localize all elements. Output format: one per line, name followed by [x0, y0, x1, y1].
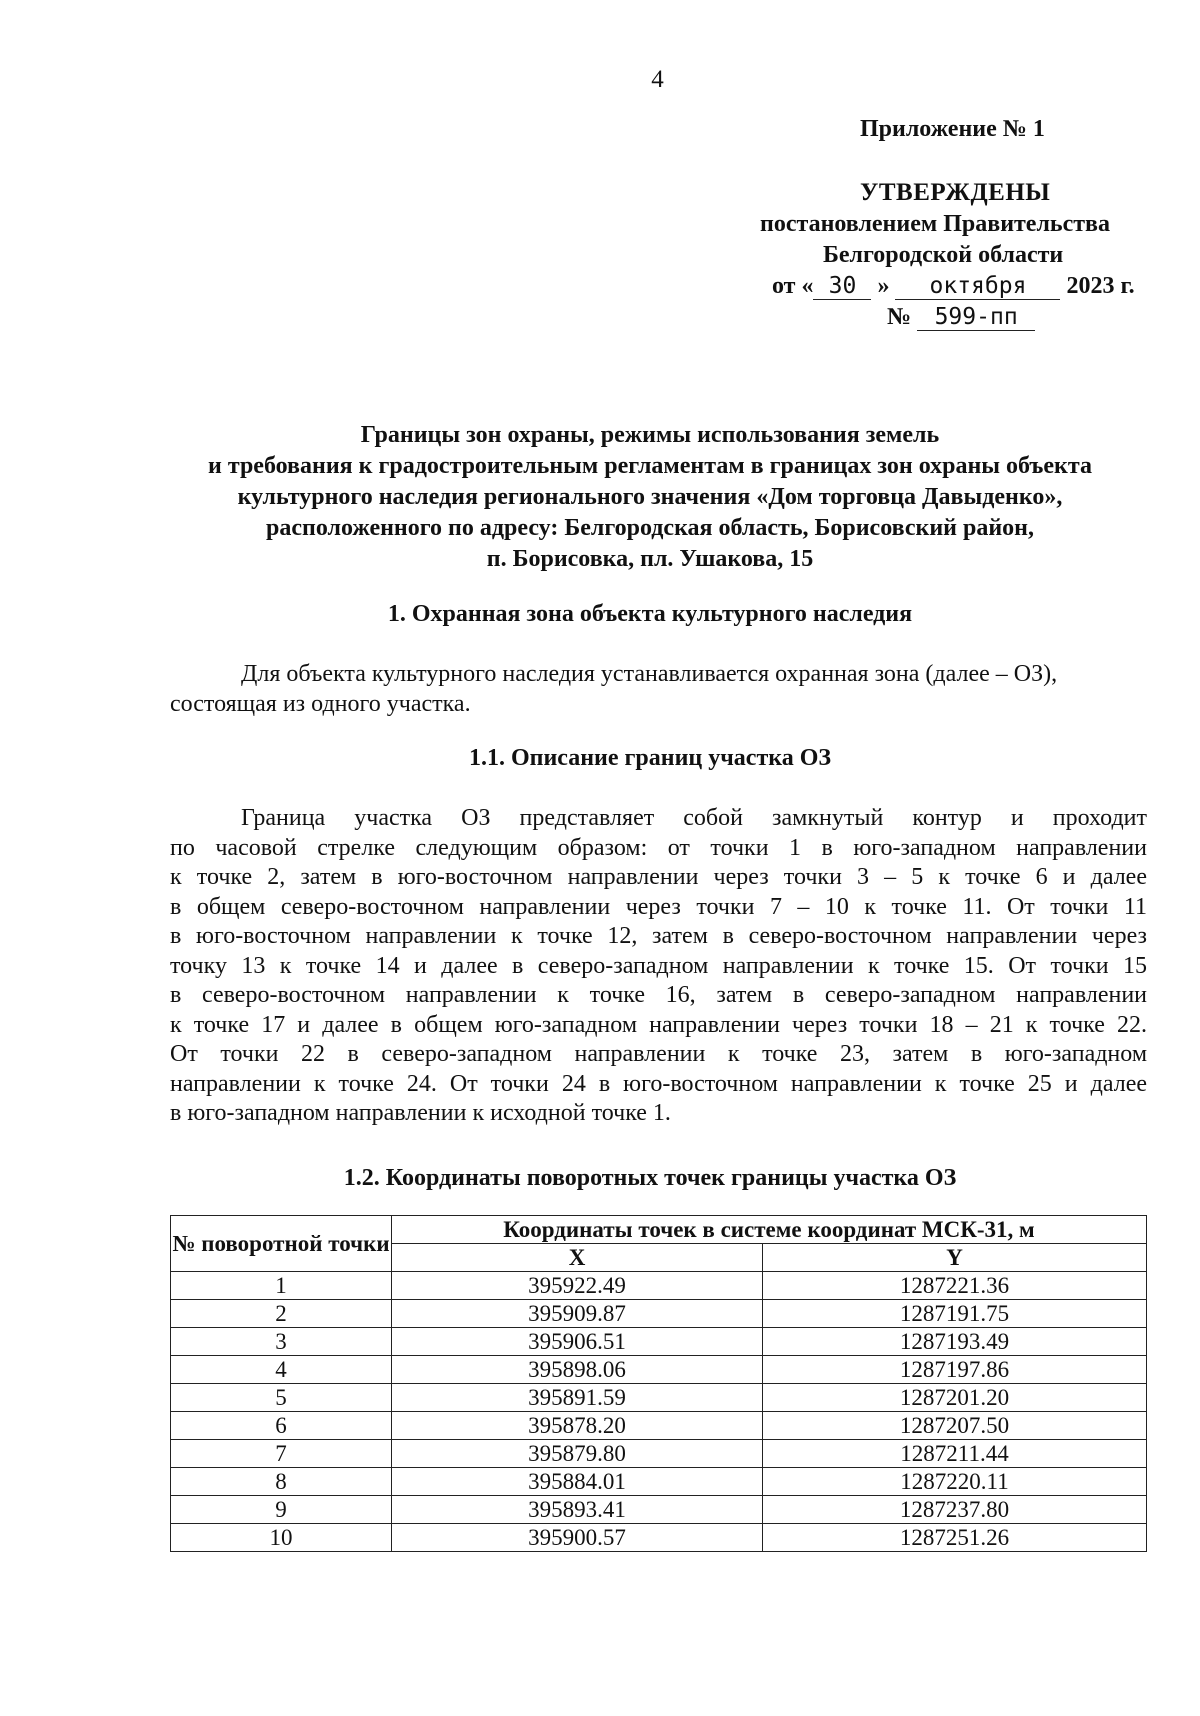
number-value: 599-пп — [917, 304, 1035, 331]
title-line: расположенного по адресу: Белгородская область, Борисовский район, — [265, 515, 1035, 541]
section-1-2-heading: 1.2. Координаты поворотных точек границы участка ОЗ — [343, 1165, 957, 1191]
y-coordinate: 1287193.49 — [763, 1328, 1147, 1356]
y-coordinate: 1287207.50 — [763, 1412, 1147, 1440]
date-mid: » — [877, 273, 890, 299]
title-line: культурного наследия регионального значения «Дом торговца Давыденко», — [237, 484, 1063, 510]
paragraph-line: в общем северо-восточном направлении через точки 7 – 10 к точке 11. От точки 11 — [170, 893, 1147, 920]
x-coordinate: 395884.01 — [392, 1468, 763, 1496]
date-year: 2023 г. — [1066, 273, 1135, 299]
paragraph-line: направлении к точке 24. От точки 24 в юго-восточном направлении к точке 25 и далее — [170, 1070, 1147, 1097]
y-coordinate: 1287220.11 — [763, 1468, 1147, 1496]
y-coordinate: 1287197.86 — [763, 1356, 1147, 1384]
paragraph-line: Граница участка ОЗ представляет собой замкнутый контур и проходит — [241, 805, 1147, 831]
point-number: 10 — [171, 1524, 392, 1552]
approved-by-text: постановлением Правительства — [760, 211, 1111, 237]
point-number: 4 — [171, 1356, 392, 1384]
column-header-coordinates: Координаты точек в системе координат МСК-31, м — [392, 1216, 1147, 1244]
section-1-heading: 1. Охранная зона объекта культурного наследия — [387, 601, 913, 627]
column-header-point: № поворотной точки — [171, 1216, 392, 1272]
y-coordinate: 1287201.20 — [763, 1384, 1147, 1412]
x-coordinate: 395922.49 — [392, 1272, 763, 1300]
date-month: октября — [895, 273, 1060, 300]
y-coordinate: 1287211.44 — [763, 1440, 1147, 1468]
column-header-x: X — [392, 1244, 763, 1272]
title-line: и требования к градостроительным регламентам в границах зон охраны объекта — [208, 453, 1092, 479]
paragraph-line: в северо-восточном направлении к точке 16, затем в северо-западном направлении — [170, 982, 1147, 1008]
point-number: 1 — [171, 1272, 392, 1300]
x-coordinate: 395893.41 — [392, 1496, 763, 1524]
table-row — [171, 1412, 1147, 1440]
title-line: п. Борисовка, пл. Ушакова, 15 — [486, 546, 814, 572]
table-row — [171, 1468, 1147, 1496]
document-title — [150, 420, 1150, 575]
x-coordinate: 395891.59 — [392, 1384, 763, 1412]
table-row — [171, 1328, 1147, 1356]
paragraph-line: Для объекта культурного наследия устанавливается охранная зона (далее – ОЗ), — [241, 661, 1058, 687]
point-number: 9 — [171, 1496, 392, 1524]
section-1-1-paragraph — [170, 804, 1147, 1129]
paragraph-line: состоящая из одного участка. — [170, 690, 471, 717]
table-row — [171, 1496, 1147, 1524]
coordinates-table — [170, 1215, 1147, 1552]
point-number: 6 — [171, 1412, 392, 1440]
y-coordinate: 1287251.26 — [763, 1524, 1147, 1552]
x-coordinate: 395898.06 — [392, 1356, 763, 1384]
approved-label: УТВЕРЖДЕНЫ — [860, 179, 1051, 206]
section-1-1-heading: 1.1. Описание границ участка ОЗ — [468, 745, 832, 771]
y-coordinate: 1287221.36 — [763, 1272, 1147, 1300]
point-number: 8 — [171, 1468, 392, 1496]
table-row — [171, 1272, 1147, 1300]
paragraph-line: в юго-западном направлении к исходной точке 1. — [170, 1100, 671, 1126]
date-prefix: от « — [772, 273, 814, 299]
approval-date — [772, 271, 1135, 301]
title-line: Границы зон охраны, режимы использования земель — [360, 422, 940, 448]
x-coordinate: 395909.87 — [392, 1300, 763, 1328]
column-header-y: Y — [763, 1244, 1147, 1272]
paragraph-line: в юго-восточном направлении к точке 12, затем в северо-восточном направлении через — [170, 923, 1147, 949]
table-row — [171, 1384, 1147, 1412]
number-prefix: № — [887, 304, 912, 330]
paragraph-line: точку 13 к точке 14 и далее в северо-западном направлении к точке 15. От точки 15 — [170, 952, 1147, 979]
x-coordinate: 395879.80 — [392, 1440, 763, 1468]
paragraph-line: к точке 17 и далее в общем юго-западном направлении через точки 18 – 21 к точке 22. — [170, 1011, 1147, 1038]
point-number: 5 — [171, 1384, 392, 1412]
paragraph-line: От точки 22 в северо-западном направлении к точке 23, затем в юго-западном — [170, 1041, 1147, 1067]
point-number: 3 — [171, 1328, 392, 1356]
point-number: 7 — [171, 1440, 392, 1468]
paragraph-line: к точке 2, затем в юго-восточном направлении через точки 3 – 5 к точке 6 и далее — [170, 864, 1147, 890]
point-number: 2 — [171, 1300, 392, 1328]
date-day: 30 — [813, 273, 871, 300]
y-coordinate: 1287191.75 — [763, 1300, 1147, 1328]
y-coordinate: 1287237.80 — [763, 1496, 1147, 1524]
x-coordinate: 395878.20 — [392, 1412, 763, 1440]
approval-number — [887, 302, 1035, 332]
x-coordinate: 395900.57 — [392, 1524, 763, 1552]
table-row — [171, 1524, 1147, 1552]
annex-label: Приложение № 1 — [860, 116, 1045, 142]
section-1-paragraph — [170, 660, 1147, 719]
x-coordinate: 395906.51 — [392, 1328, 763, 1356]
paragraph-line: по часовой стрелке следующим образом: от точки 1 в юго-западном направлении — [170, 834, 1147, 861]
table-row — [171, 1300, 1147, 1328]
page-number: 4 — [651, 66, 664, 93]
table-row — [171, 1440, 1147, 1468]
region-text: Белгородской области — [823, 242, 1064, 268]
table-row — [171, 1356, 1147, 1384]
